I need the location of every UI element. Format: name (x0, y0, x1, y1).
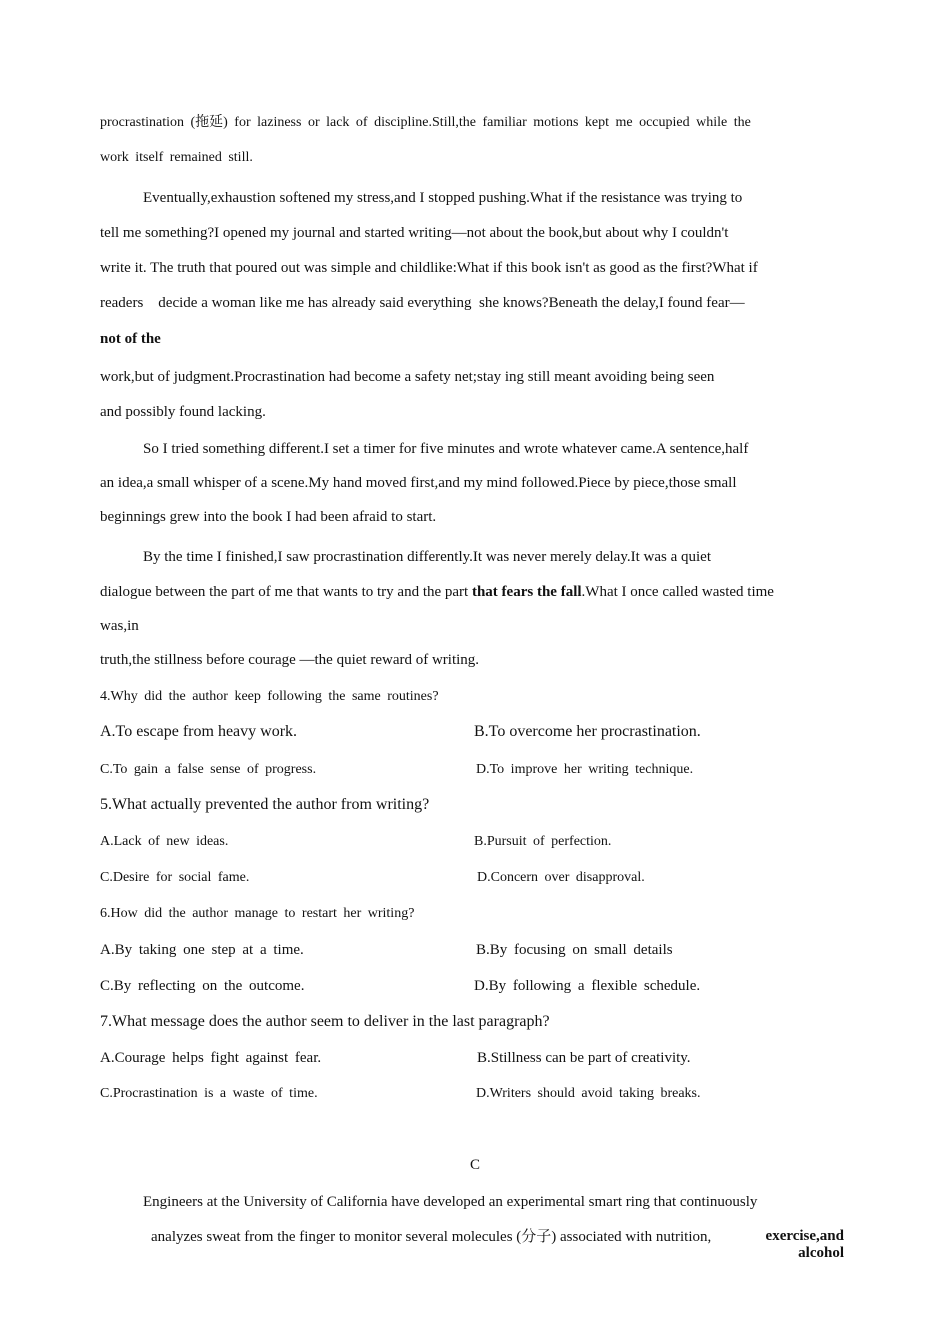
paragraph-line: write it. The truth that poured out was simple and childlike:What if this book isn't as good as the first?What if (100, 260, 758, 276)
option-d: D.Writers should avoid taking breaks. (476, 1086, 701, 1101)
paragraph-line: work itself remained still. (100, 150, 253, 165)
question-stem: 4.Why did the author keep following the same routines? (100, 689, 439, 704)
bold-phrase-line: exercise,and (765, 1228, 844, 1244)
paragraph-line: procrastination (拖延) for laziness or lack of discipline.Still,the familiar motions kept me occupied while the (100, 115, 751, 130)
question-stem: 6.How did the author manage to restart her writing? (100, 906, 415, 921)
paragraph-line: an idea,a small whisper of a scene.My hand moved first,and my mind followed.Piece by piece,those small (100, 475, 737, 491)
option-d: D.To improve her writing technique. (476, 762, 694, 777)
text-run: dialogue between the part of me that wants to try and the part (100, 584, 472, 600)
option-a: A.Lack of new ideas. (100, 834, 229, 849)
bold-phrase (766, 1228, 844, 1262)
paragraph-line: Engineers at the University of California have developed an experimental smart ring that continuously (143, 1194, 758, 1210)
bold-phrase: that fears the fall (471, 584, 582, 600)
bold-phrase: not of the (100, 331, 161, 347)
option-b: B.Pursuit of perfection. (474, 834, 612, 849)
option-c: C.Desire for social fame. (100, 870, 250, 885)
option-c: C.Procrastination is a waste of time. (100, 1086, 318, 1101)
question-stem: 7.What message does the author seem to deliver in the last paragraph? (100, 1013, 550, 1030)
section-heading: C (469, 1157, 480, 1173)
paragraph-line: By the time I finished,I saw procrastination differently.It was never merely delay.It was a quiet (143, 549, 712, 565)
bold-phrase-line: alcohol (798, 1245, 844, 1261)
option-b: B.To overcome her procrastination. (474, 723, 701, 740)
paragraph-line: was,in (100, 618, 139, 634)
option-a: A.By taking one step at a time. (100, 942, 304, 958)
option-c: C.By reflecting on the outcome. (100, 978, 305, 994)
paragraph-line: analyzes sweat from the finger to monitor several molecules (分子) associated with nutrition, (151, 1229, 712, 1245)
option-b: B.Stillness can be part of creativity. (477, 1050, 691, 1066)
paragraph-line: Eventually,exhaustion softened my stress,and I stopped pushing.What if the resistance was trying to (143, 190, 743, 206)
option-a: A.To escape from heavy work. (100, 723, 298, 740)
text-run: .What I once called wasted time (581, 584, 774, 600)
paragraph-line: work,but of judgment.Procrastination had become a safety net;stay ing still meant avoiding being seen (100, 369, 715, 385)
paragraph-line: truth,the stillness before courage —the quiet reward of writing. (100, 652, 480, 668)
option-a: A.Courage helps fight against fear. (100, 1050, 322, 1066)
paragraph-line: beginnings grew into the book I had been afraid to start. (100, 509, 437, 525)
paragraph-line: So I tried something different.I set a timer for five minutes and wrote whatever came.A sentence,half (143, 441, 749, 457)
option-d: D.Concern over disapproval. (477, 870, 645, 885)
question-stem: 5.What actually prevented the author from writing? (100, 796, 430, 813)
option-d: D.By following a flexible schedule. (474, 978, 701, 994)
option-b: B.By focusing on small details (476, 942, 673, 958)
paragraph-line: readers decide a woman like me has already said everything she knows?Beneath the delay,I found fear— (100, 295, 745, 311)
paragraph-line (100, 582, 774, 602)
paragraph-line: and possibly found lacking. (100, 404, 266, 420)
paragraph-line: tell me something?I opened my journal and started writing—not about the book,but about why I couldn't (100, 225, 729, 241)
option-c: C.To gain a false sense of progress. (100, 762, 317, 777)
